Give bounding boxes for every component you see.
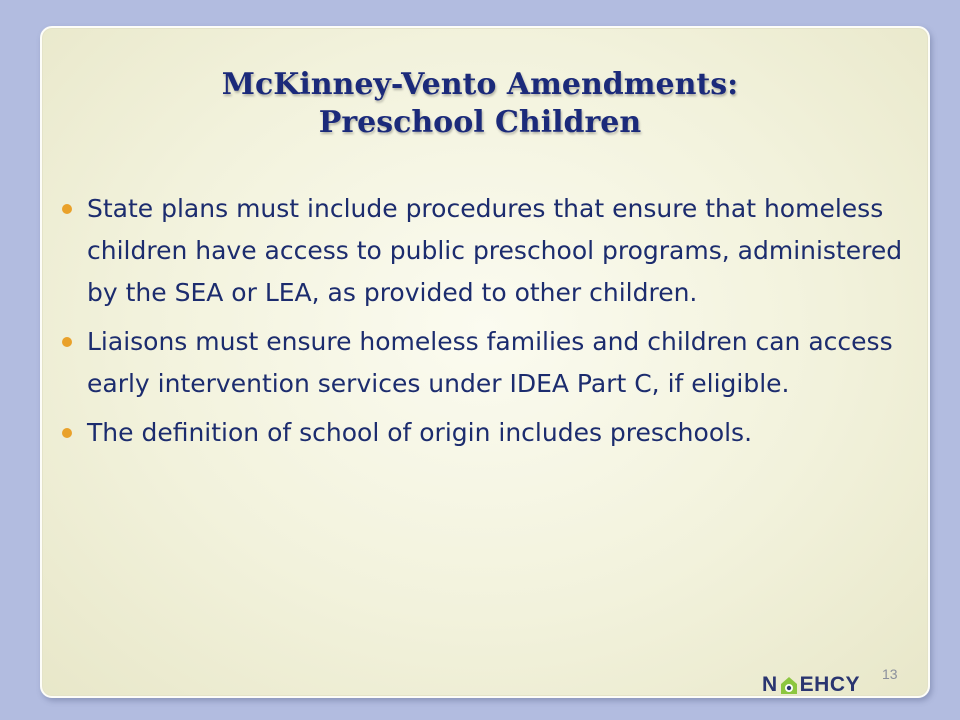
bullet-icon <box>62 204 72 214</box>
bullet-item <box>62 412 912 454</box>
bullet-item <box>62 188 912 314</box>
slide-title <box>0 66 960 142</box>
logo-text-after: EHCY <box>799 673 861 696</box>
title-line-1: McKinney-Vento Amendments: <box>221 67 739 102</box>
page-number: 13 <box>882 666 898 682</box>
bullet-icon <box>62 337 72 347</box>
bullet-item <box>62 321 912 405</box>
title-line-2: Preschool Children <box>318 105 642 140</box>
logo-text-before: N <box>762 673 778 696</box>
nchey-logo <box>762 672 860 698</box>
bullet-text: The definition of school of origin includes preschools. <box>87 418 753 447</box>
bullet-text: State plans must include procedures that ensure that homeless children have access to public preschool programs, administered by the SEA or LEA, as provided to other children. <box>87 194 903 307</box>
house-icon <box>779 675 799 695</box>
bullet-text: Liaisons must ensure homeless families and children can access early intervention services under IDEA Part C, if eligible. <box>87 327 893 398</box>
bullet-list <box>62 188 912 461</box>
bullet-icon <box>62 428 72 438</box>
